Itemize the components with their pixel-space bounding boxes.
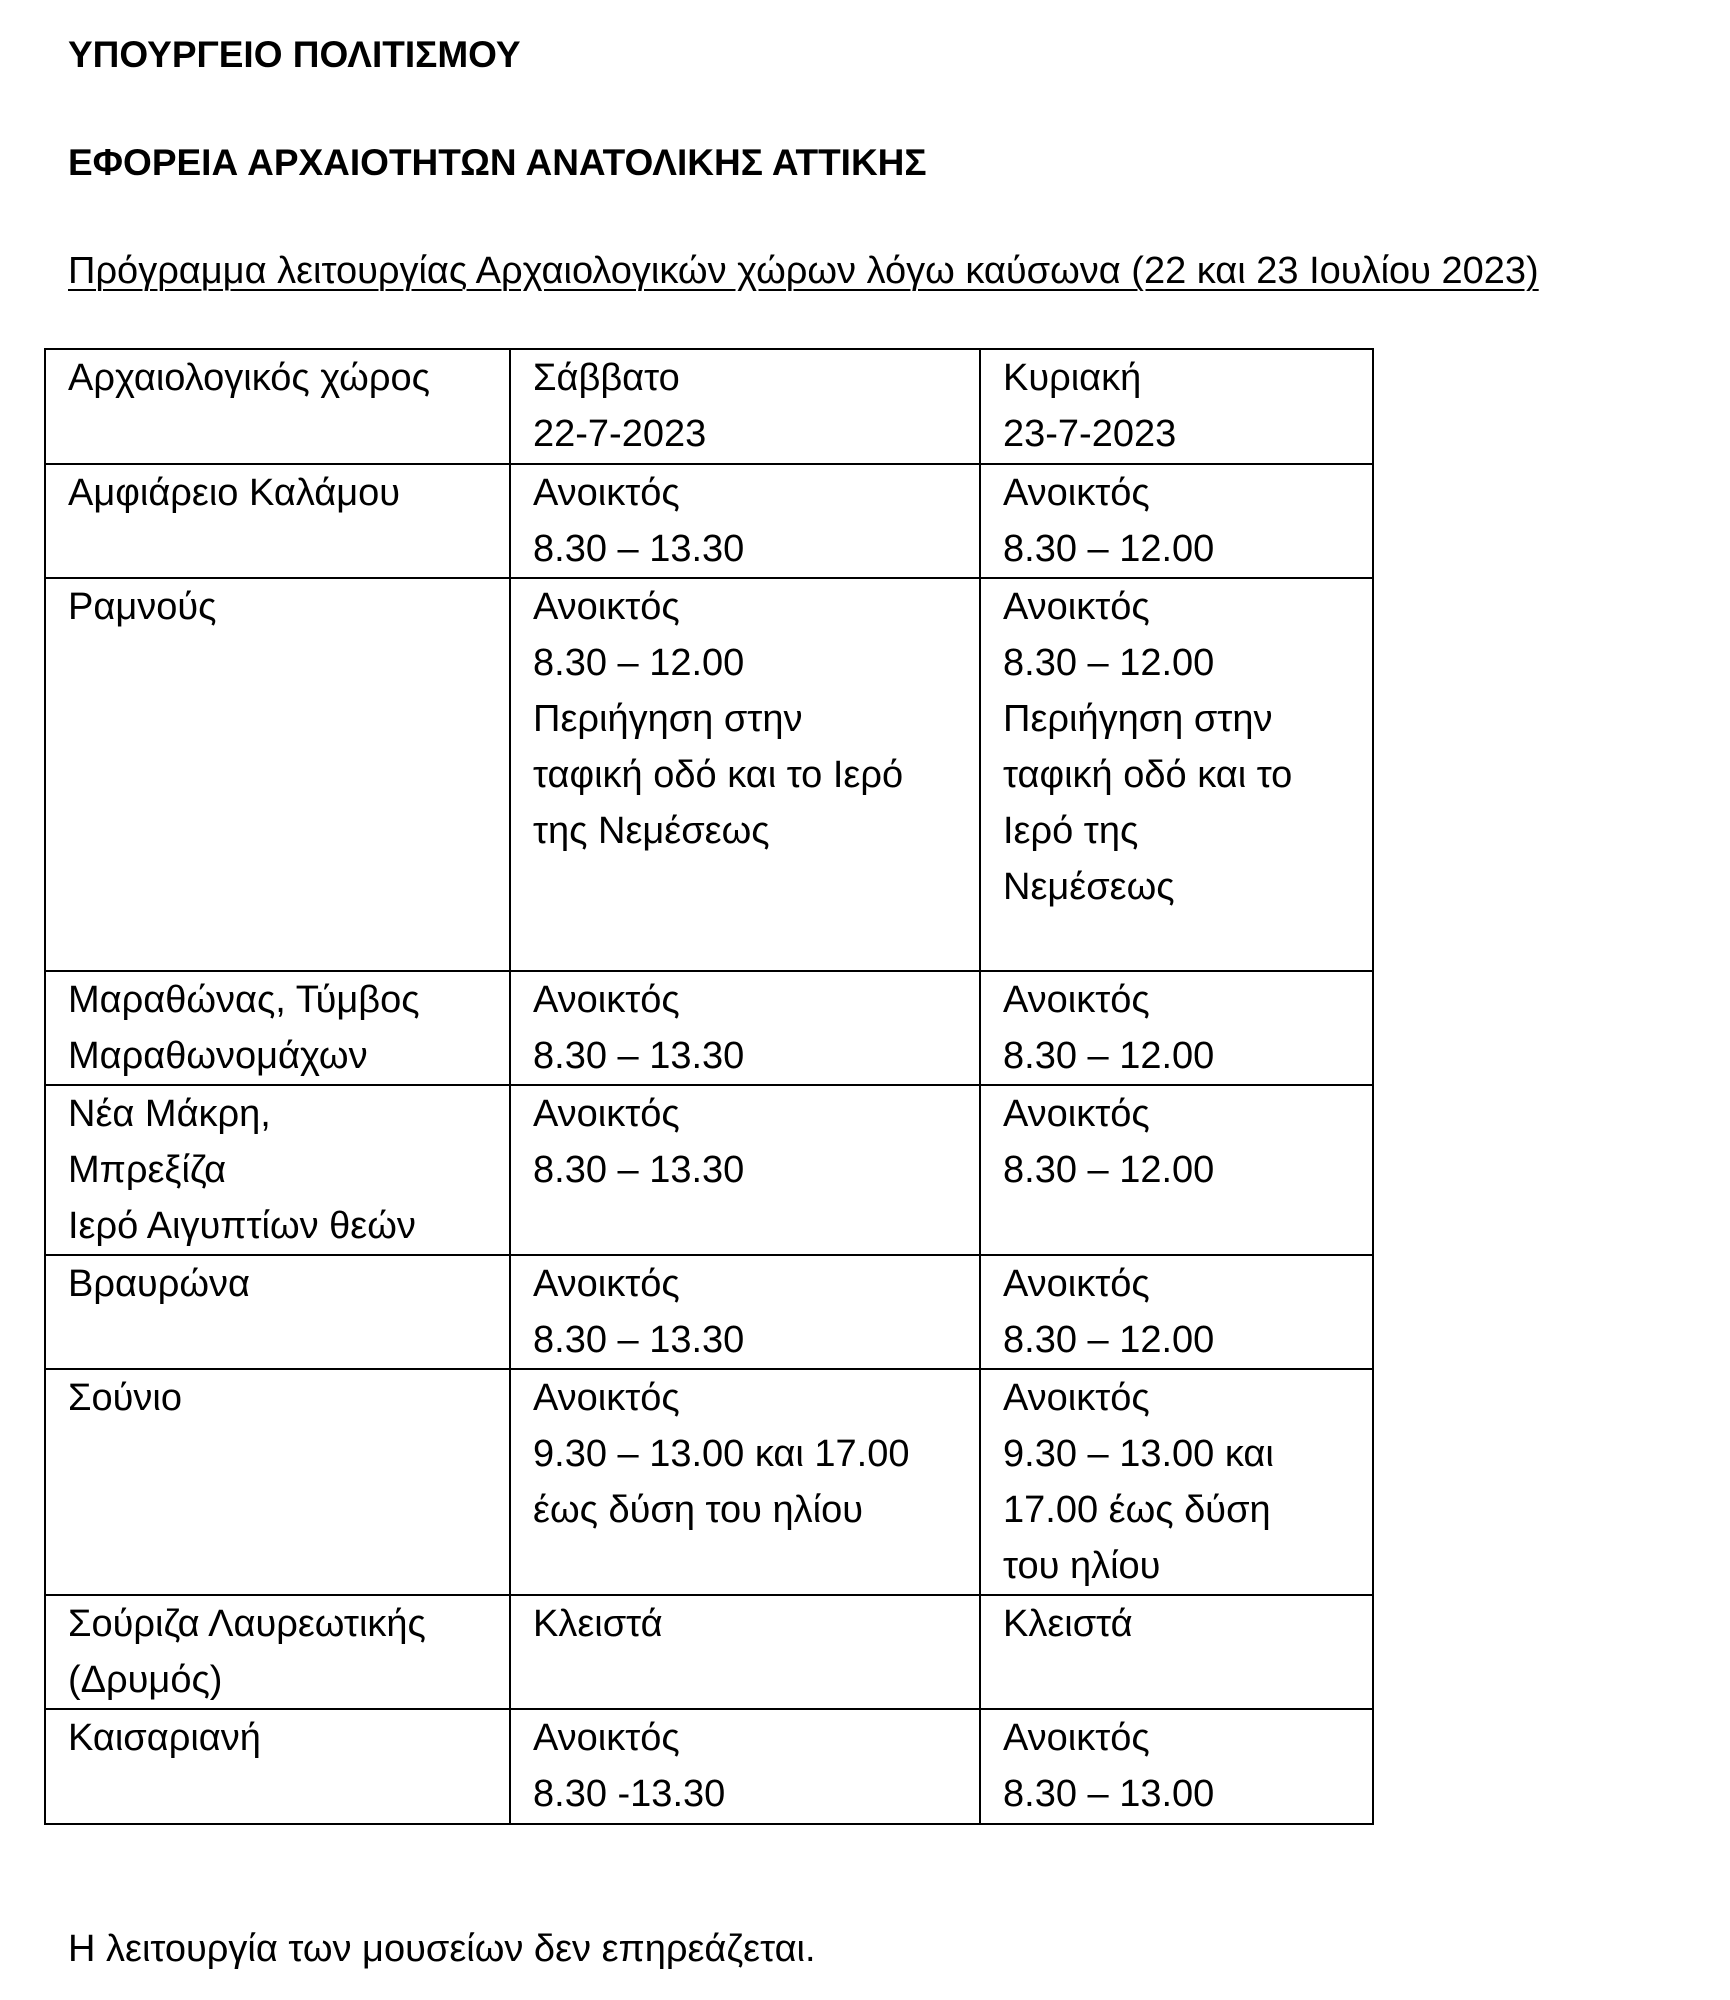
saturday-hours-cell: Ανοικτός 8.30 – 13.30 xyxy=(510,971,980,1085)
ephorate-heading: ΕΦΟΡΕΙΑ ΑΡΧΑΙΟΤΗΤΩΝ ΑΝΑΤΟΛΙΚΗΣ ΑΤΤΙΚΗΣ xyxy=(68,142,927,183)
saturday-hours-cell: Ανοικτός 8.30 – 13.30 xyxy=(510,1255,980,1369)
sunday-hours-cell: Ανοικτός 8.30 – 12.00 xyxy=(980,1255,1373,1369)
sunday-hours-cell: Ανοικτός 8.30 – 13.00 xyxy=(980,1709,1373,1824)
site-name-cell: Σούνιο xyxy=(45,1369,510,1595)
table-row xyxy=(45,1255,1373,1369)
museums-note: Η λειτουργία των μουσείων δεν επηρεάζεται. xyxy=(68,1928,816,1970)
column-header-saturday: Σάββατο 22-7-2023 xyxy=(510,349,980,464)
sunday-hours-cell: Ανοικτός 8.30 – 12.00 xyxy=(980,1085,1373,1255)
site-name-cell: Μαραθώνας, Τύμβος Μαραθωνομάχων xyxy=(45,971,510,1085)
site-name-cell: Καισαριανή xyxy=(45,1709,510,1824)
table-row xyxy=(45,578,1373,971)
saturday-hours-cell: Ανοικτός 8.30 – 13.30 xyxy=(510,464,980,578)
opening-hours-table xyxy=(44,348,1374,1825)
site-name-cell: Νέα Μάκρη, Μπρεξίζα Ιερό Αιγυπτίων θεών xyxy=(45,1085,510,1255)
sunday-hours-cell: Κλειστά xyxy=(980,1595,1373,1709)
saturday-hours-cell: Ανοικτός 9.30 – 13.00 και 17.00 έως δύση του ηλίου xyxy=(510,1369,980,1595)
table-row xyxy=(45,971,1373,1085)
saturday-hours-cell: Ανοικτός 8.30 -13.30 xyxy=(510,1709,980,1824)
table-row xyxy=(45,1709,1373,1824)
site-name-cell: Βραυρώνα xyxy=(45,1255,510,1369)
column-header-site: Αρχαιολογικός χώρος xyxy=(45,349,510,464)
site-name-cell: Αμφιάρειο Καλάμου xyxy=(45,464,510,578)
saturday-hours-cell: Ανοικτός 8.30 – 12.00 Περιήγηση στην ταφική οδό και το Ιερό της Νεμέσεως xyxy=(510,578,980,971)
sunday-hours-cell: Ανοικτός 8.30 – 12.00 xyxy=(980,464,1373,578)
table-row xyxy=(45,1085,1373,1255)
saturday-hours-cell: Κλειστά xyxy=(510,1595,980,1709)
saturday-hours-cell: Ανοικτός 8.30 – 13.30 xyxy=(510,1085,980,1255)
site-name-cell: Ραμνούς xyxy=(45,578,510,971)
sunday-hours-cell: Ανοικτός 9.30 – 13.00 και 17.00 έως δύση του ηλίου xyxy=(980,1369,1373,1595)
column-header-sunday: Κυριακή 23-7-2023 xyxy=(980,349,1373,464)
ministry-heading: ΥΠΟΥΡΓΕΙΟ ΠΟΛΙΤΙΣΜΟΥ xyxy=(68,34,521,75)
table-row xyxy=(45,1595,1373,1709)
schedule-subtitle: Πρόγραμμα λειτουργίας Αρχαιολογικών χώρων λόγω καύσωνα (22 και 23 Ιουλίου 2023) xyxy=(68,250,1539,292)
table-row xyxy=(45,1369,1373,1595)
site-name-cell: Σούριζα Λαυρεωτικής (Δρυμός) xyxy=(45,1595,510,1709)
table-row xyxy=(45,464,1373,578)
sunday-hours-cell: Ανοικτός 8.30 – 12.00 Περιήγηση στην ταφική οδό και το Ιερό της Νεμέσεως xyxy=(980,578,1373,971)
sunday-hours-cell: Ανοικτός 8.30 – 12.00 xyxy=(980,971,1373,1085)
table-header-row xyxy=(45,349,1373,464)
